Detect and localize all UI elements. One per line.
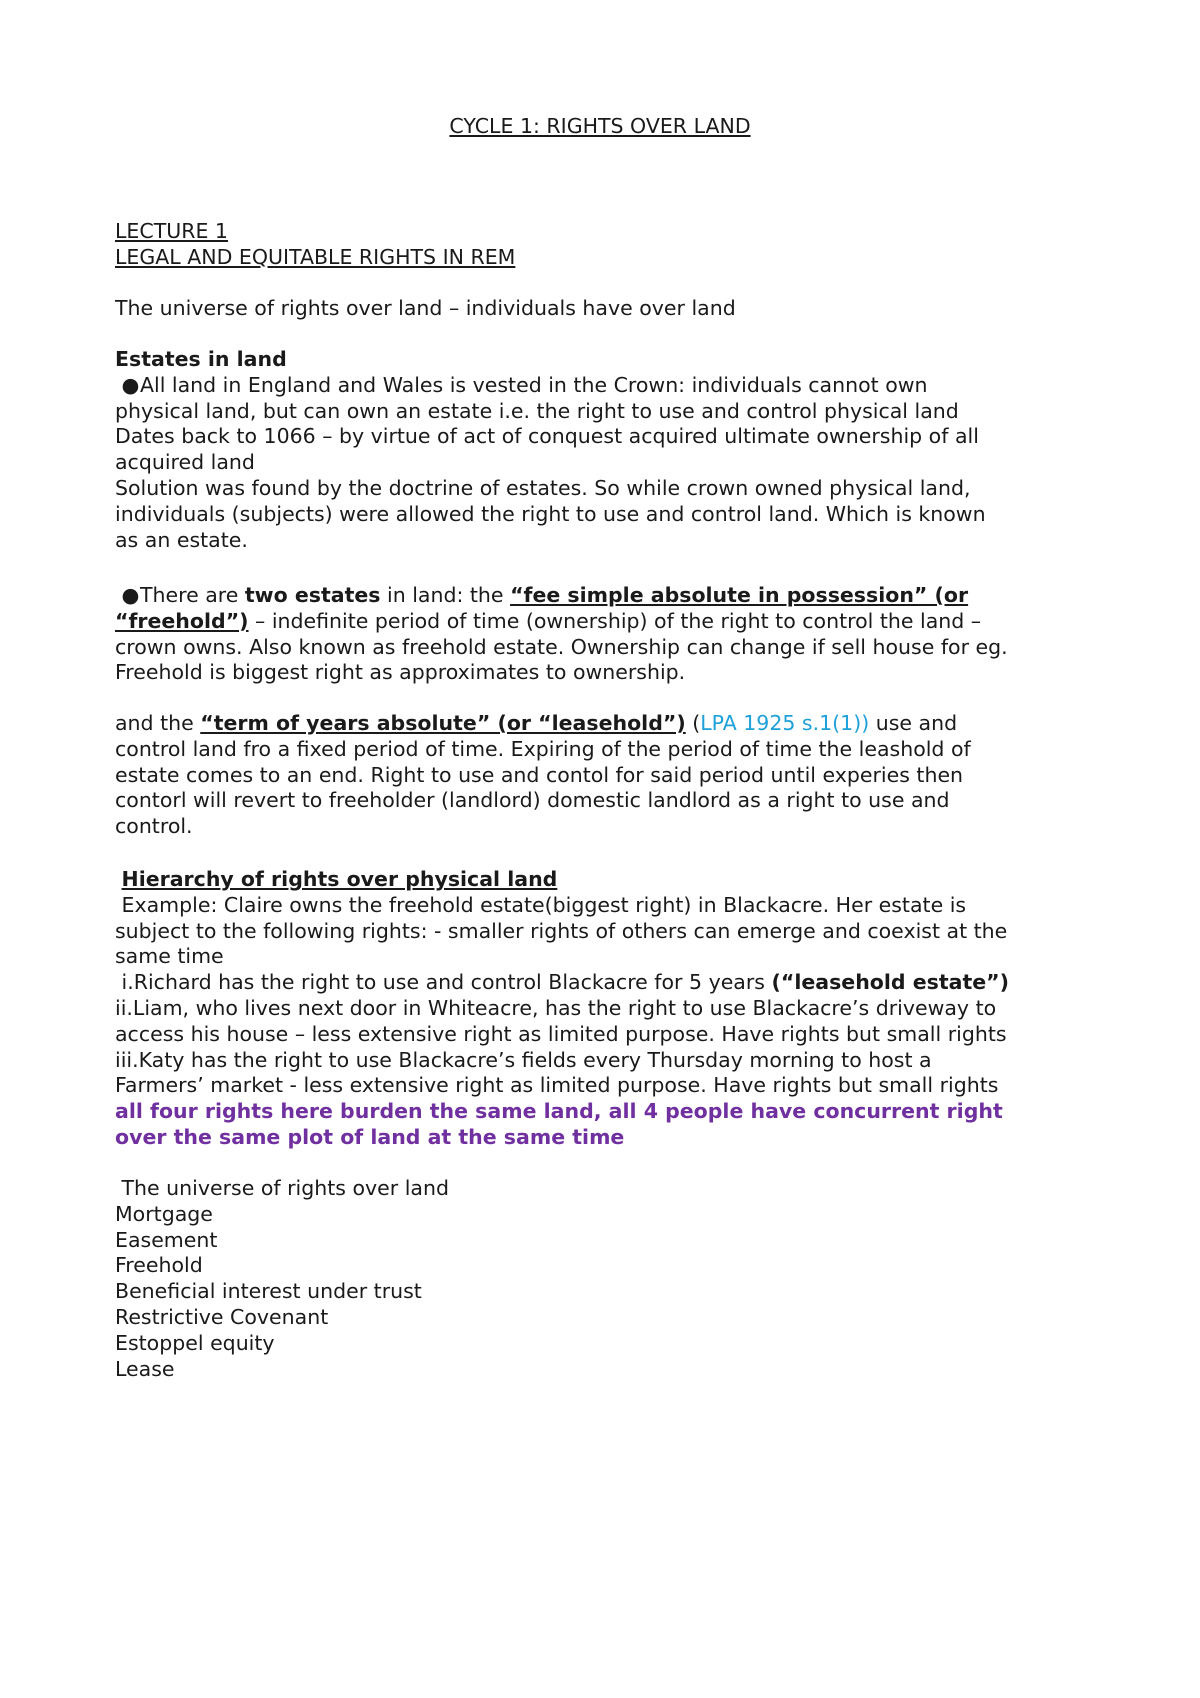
estates-p3-line: control land fro a fixed period of time. Expiring of the period of time the leashold of — [115, 736, 971, 761]
estates-p1-line: ●All land in England and Wales is vested in the Crown: individuals cannot own — [121, 372, 928, 397]
universe-item: Freehold — [115, 1253, 203, 1278]
estates-p3-line: estate comes to an end. Right to use and contol for said period until experies then — [115, 762, 964, 787]
estates-heading: Estates in land — [115, 347, 287, 371]
hierarchy-section — [115, 867, 1115, 1151]
estates-p2-line: “freehold”) – indefinite period of time (ownership) of the right to control the land – — [115, 608, 982, 633]
estates-p2-line: Freehold is biggest right as approximates to ownership. — [115, 660, 686, 685]
hierarchy-line: same time — [115, 944, 224, 969]
estates-p1-line: acquired land — [115, 450, 255, 475]
hierarchy-line: Example: Claire owns the freehold estate(biggest right) in Blackacre. Her estate is — [121, 892, 967, 917]
estates-p1-line: individuals (subjects) were allowed the right to use and control land. Which is known — [115, 501, 986, 526]
estates-p2-line: ●There are two estates in land: the “fee simple absolute in possession” (or — [121, 583, 969, 607]
universe-item: Easement — [115, 1227, 218, 1252]
hierarchy-line: iii.Katy has the right to use Blackacre’s fields every Thursday morning to host a — [115, 1047, 932, 1072]
two-estates-paragraph — [115, 583, 1115, 686]
universe-item: Mortgage — [115, 1201, 213, 1226]
estates-section — [115, 347, 1115, 553]
bullet-icon: ● — [121, 583, 140, 607]
page-title: CYCLE 1: RIGHTS OVER LAND — [449, 114, 751, 138]
lecture-header — [115, 219, 1115, 271]
estates-p3-line: control. — [115, 814, 193, 839]
bullet-icon: ● — [121, 372, 140, 397]
universe-section — [115, 1176, 1115, 1382]
hierarchy-line: ii.Liam, who lives next door in Whiteacre, has the right to use Blackacre’s driveway to — [115, 995, 997, 1020]
lecture-title: LEGAL AND EQUITABLE RIGHTS IN REM — [115, 244, 516, 269]
freehold-term: “fee simple absolute in possession” (or — [510, 583, 969, 607]
intro-text — [115, 296, 1115, 322]
statute-reference: LPA 1925 s.1(1)) — [700, 711, 870, 735]
leasehold-term: “term of years absolute” (or “leasehold”) — [200, 711, 686, 735]
estates-p1-line: Dates back to 1066 – by virtue of act of conquest acquired ultimate ownership of all — [115, 424, 979, 449]
universe-heading: The universe of rights over land — [121, 1176, 449, 1200]
estates-p1-line: as an estate. — [115, 527, 248, 552]
universe-item: Beneficial interest under trust — [115, 1279, 422, 1304]
hierarchy-line: i.Richard has the right to use and control Blackacre for 5 years (“leasehold estate”) — [121, 970, 1010, 995]
leasehold-paragraph — [115, 711, 1115, 840]
estates-p3-line: and the “term of years absolute” (or “leasehold”) (LPA 1925 s.1(1)) use and — [115, 711, 958, 735]
emphasis-line: over the same plot of land at the same time — [115, 1124, 625, 1149]
universe-item: Lease — [115, 1356, 175, 1381]
intro-line: The universe of rights over land – individuals have over land — [115, 296, 736, 320]
hierarchy-line: access his house – less extensive right as limited purpose. Have rights but small rights — [115, 1021, 1007, 1046]
hierarchy-heading: Hierarchy of rights over physical land — [121, 867, 558, 891]
estates-p1-line: Solution was found by the doctrine of estates. So while crown owned physical land, — [115, 475, 971, 500]
hierarchy-line: Farmers’ market - less extensive right as limited purpose. Have rights but small rights — [115, 1073, 999, 1098]
hierarchy-line: subject to the following rights: - smaller rights of others can emerge and coexist at the — [115, 918, 1008, 943]
lecture-number: LECTURE 1 — [115, 219, 228, 243]
emphasis-line: all four rights here burden the same land, all 4 people have concurrent right — [115, 1099, 1003, 1124]
estates-p1-line: physical land, but can own an estate i.e. the right to use and control physical land — [115, 398, 959, 423]
universe-item: Restrictive Covenant — [115, 1304, 329, 1329]
estates-p3-line: contorl will revert to freeholder (landlord) domestic landlord as a right to use and — [115, 788, 950, 813]
estates-p2-line: crown owns. Also known as freehold estate. Ownership can change if sell house for eg. — [115, 634, 1008, 659]
universe-item: Estoppel equity — [115, 1330, 275, 1355]
